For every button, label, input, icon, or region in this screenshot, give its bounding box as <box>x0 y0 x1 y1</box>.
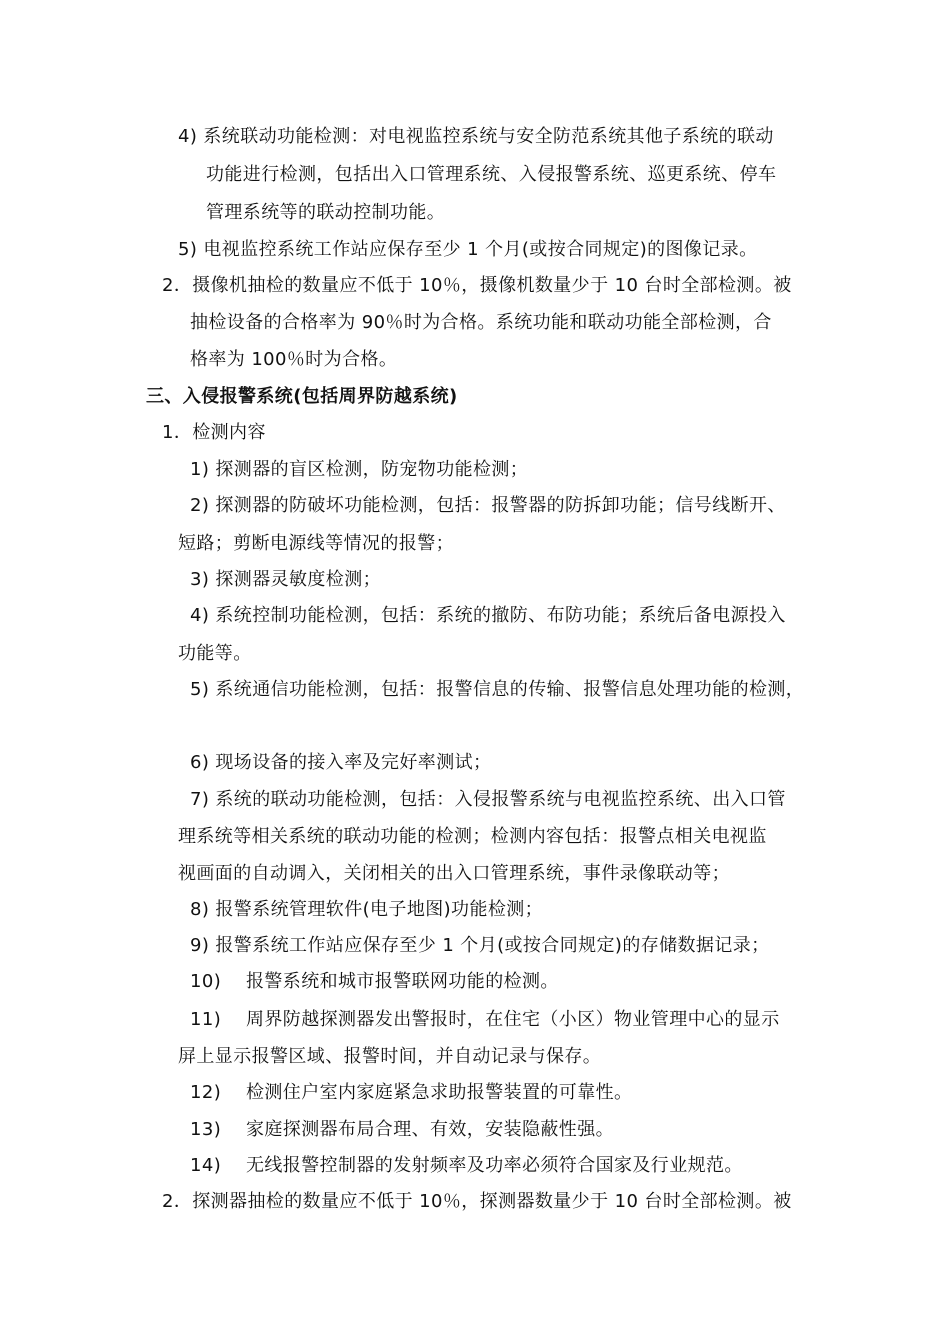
text-line: 2．探测器抽检的数量应不低于 10％，探测器数量少于 10 台时全部检测。被 <box>162 1191 792 1212</box>
text-line: 5) 电视监控系统工作站应保存至少 1 个月(或按合同规定)的图像记录。 <box>178 239 758 260</box>
item-number: 12) <box>190 1082 222 1103</box>
item-number: 13) <box>190 1119 222 1140</box>
text-line: 2) 探测器的防破坏功能检测，包括：报警器的防拆卸功能；信号线断开、 <box>190 495 786 516</box>
text-line: 理系统等相关系统的联动功能的检测；检测内容包括：报警点相关电视监 <box>178 826 767 847</box>
text-line: 8) 报警系统管理软件(电子地图)功能检测； <box>190 899 544 920</box>
text-line: 6) 现场设备的接入率及完好率测试； <box>190 752 492 773</box>
text-line: 管理系统等的联动控制功能。 <box>206 202 446 223</box>
numbered-item <box>190 1008 780 1032</box>
text-line: 屏上显示报警区域、报警时间，并自动记录与保存。 <box>178 1046 602 1067</box>
text-line: 功能进行检测，包括出入口管理系统、入侵报警系统、巡更系统、停车 <box>206 164 777 185</box>
text-line: 2．摄像机抽检的数量应不低于 10％，摄像机数量少于 10 台时全部检测。被 <box>162 275 792 296</box>
text-line: 5) 系统通信功能检测，包括：报警信息的传输、报警信息处理功能的检测， <box>190 679 805 700</box>
text-line: 格率为 100％时为合格。 <box>190 349 398 370</box>
item-number: 14) <box>190 1155 222 1176</box>
text-line: 9) 报警系统工作站应保存至少 1 个月(或按合同规定)的存储数据记录； <box>190 935 770 956</box>
section-heading: 三、入侵报警系统(包括周界防越系统) <box>146 386 458 407</box>
item-number: 11) <box>190 1009 222 1030</box>
text-line: 短路；剪断电源线等情况的报警； <box>178 533 454 554</box>
text-line: 1) 探测器的盲区检测，防宠物功能检测； <box>190 459 529 480</box>
text-line: 视画面的自动调入，关闭相关的出入口管理系统，事件录像联动等； <box>178 863 730 884</box>
item-text: 检测住户室内家庭紧急求助报警装置的可靠性。 <box>246 1082 633 1103</box>
text-line: 抽检设备的合格率为 90％时为合格。系统功能和联动功能全部检测，合 <box>190 312 772 333</box>
text-line: 功能等。 <box>178 643 252 664</box>
numbered-item <box>190 1154 743 1178</box>
text-line: 1．检测内容 <box>162 422 266 443</box>
text-line: 4) 系统控制功能检测，包括：系统的撤防、布防功能；系统后备电源投入 <box>190 605 786 626</box>
numbered-item <box>190 1118 614 1142</box>
item-text: 报警系统和城市报警联网功能的检测。 <box>246 971 559 992</box>
item-text: 无线报警控制器的发射频率及功率必须符合国家及行业规范。 <box>246 1155 743 1176</box>
text-line: 4) 系统联动功能检测：对电视监控系统与安全防范系统其他子系统的联动 <box>178 126 774 147</box>
numbered-item <box>190 970 559 994</box>
text-line: 3) 探测器灵敏度检测； <box>190 569 381 590</box>
numbered-item <box>190 1081 632 1105</box>
item-text: 周界防越探测器发出警报时，在住宅（小区）物业管理中心的显示 <box>246 1009 780 1030</box>
item-number: 10) <box>190 971 222 992</box>
item-text: 家庭探测器布局合理、有效，安装隐蔽性强。 <box>246 1119 614 1140</box>
text-line: 7) 系统的联动功能检测，包括：入侵报警系统与电视监控系统、出入口管 <box>190 789 786 810</box>
